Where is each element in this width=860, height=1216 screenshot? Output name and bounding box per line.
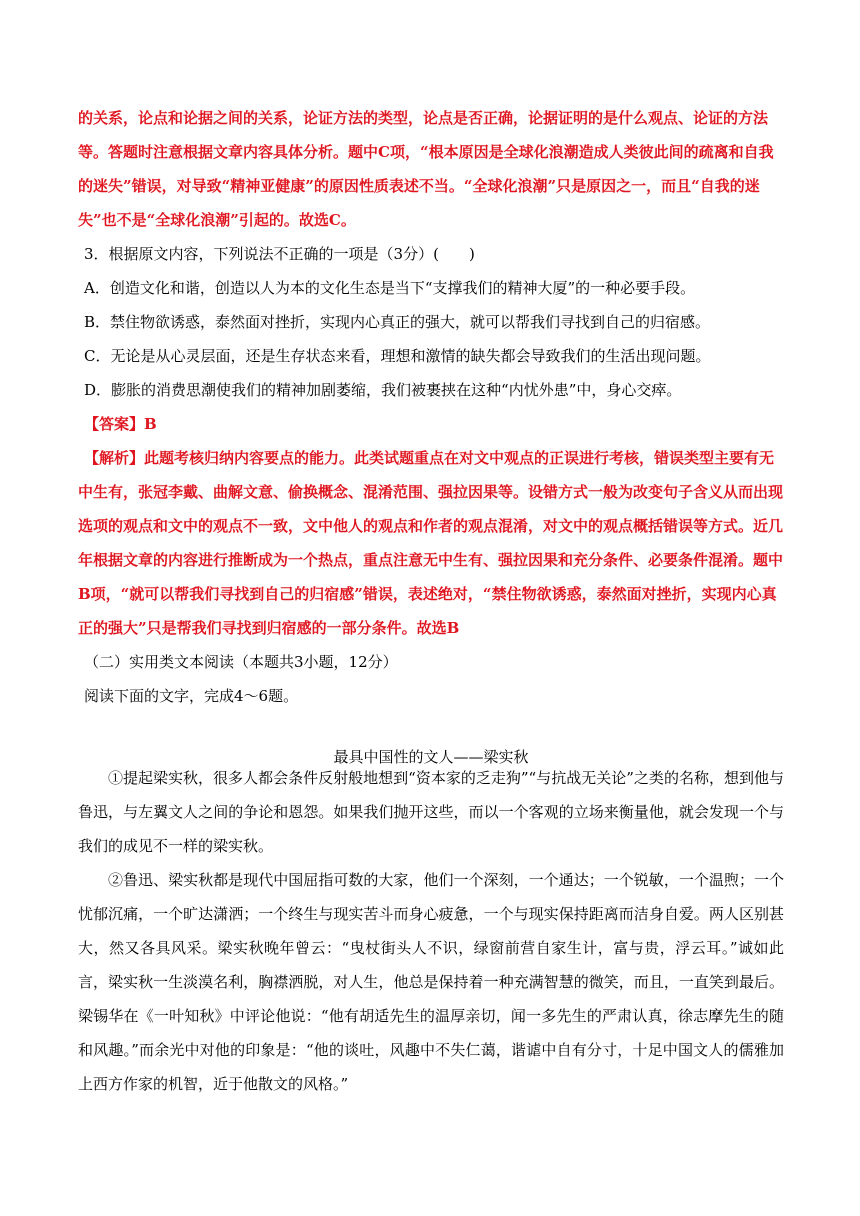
analysis-text: 此题考核归纳内容要点的能力。此类试题重点在对文中观点的正误进行考核，错误类型主要有无中生有，张冠李戴、曲解文意、偷换概念、混淆范围、强拉因果等。设错方式一般为改变句子含义从而出现选项的观点和文中的观点不一致，文中他人的观点和作者的观点混淆，对文中的观点概括错误等方式。近几年根据文章的内容进行推断成为一个热点，重点注意无中生有、强拉因果和充分条件、必要条件混淆。题中B项，“就可以帮我们寻找到自己的归宿感”错误，表述绝对，“禁住物欲诱惑，泰然面对挫折，实现内心真正的强大”只是帮我们寻找到归宿感的一部分条件。故选B — [78, 449, 784, 637]
option-c: C．无论是从心灵层面，还是生存状态来看，理想和激情的缺失都会导致我们的生活出现问题。 — [84, 347, 711, 365]
article-title: 最具中国性的文人——梁实秋 — [333, 748, 529, 766]
article-paragraph-2: ②鲁迅、梁实秋都是现代中国屈指可数的大家，他们一个深刻，一个通达；一个锐敏，一个温煦；一个忧郁沉痛，一个旷达潇洒；一个终生与现实苦斗而身心疲惫，一个与现实保持距离而洁身自爱。两人区别甚大，然又各具风采。梁实秋晚年曾云：“曳杖街头人不识，绿窗前营自家生计，富与贵，浮云耳。”诚如此言，梁实秋一生淡漠名利，胸襟洒脱，对人生，他总是保持着一种充满智慧的微笑，而且，一直笑到最后。梁锡华在《一叶知秋》中评论他说：“他有胡适先生的温厚亲切，闻一多先生的严肃认真，徐志摩先生的随和风趣。”而余光中对他的印象是：“他的谈吐，风趣中不失仁蔼，谐谑中自有分寸，十足中国文人的儒雅加上西方作家的机智，近于他散文的风格。” — [78, 871, 784, 1093]
article-paragraph-1: ①提起梁实秋，很多人都会条件反射般地想到“资本家的乏走狗”“与抗战无关论”之类的名称，想到他与鲁迅，与左翼文人之间的争论和恩怨。如果我们抛开这些，而以一个客观的立场来衡量他，就会发现一个与我们的成见不一样的梁实秋。 — [78, 769, 784, 855]
option-b: B．禁住物欲诱惑，泰然面对挫折，实现内心真正的强大，就可以帮我们寻找到自己的归宿感。 — [84, 313, 711, 331]
section-2-heading: （二）实用类文本阅读（本题共3小题，12分） — [84, 653, 398, 671]
answer-line — [84, 407, 790, 441]
answer-tag: 【答案】 — [84, 415, 145, 433]
analysis-tag: 【解析】 — [84, 449, 145, 467]
analysis-paragraph — [78, 441, 784, 645]
section-2-instruction: 阅读下面的文字，完成4～6题。 — [84, 687, 299, 705]
option-a: A．创造文化和谐，创造以人为本的文化生态是当下“支撑我们的精神大厦”的一种必要手段。 — [84, 279, 696, 297]
answer-value: B — [144, 415, 157, 433]
question-3-stem: 3．根据原文内容，下列说法不正确的一项是（3分）( ) — [84, 245, 475, 263]
analysis-top-text: 的关系，论点和论据之间的关系，论证方法的类型，论点是否正确，论据证明的是什么观点、论证的方法等。答题时注意根据文章内容具体分析。题中C项，“根本原因是全球化浪潮造成人类彼此间的疏离和自我的迷失”错误，对导致“精神亚健康”的原因性质表述不当。“全球化浪潮”只是原因之一，而且“自我的迷失”也不是“全球化浪潮”引起的。故选C。 — [78, 109, 774, 229]
option-d: D．膨胀的消费思潮使我们的精神加剧萎缩，我们被裹挟在这种“内忧外患”中，身心交瘁。 — [84, 381, 682, 399]
